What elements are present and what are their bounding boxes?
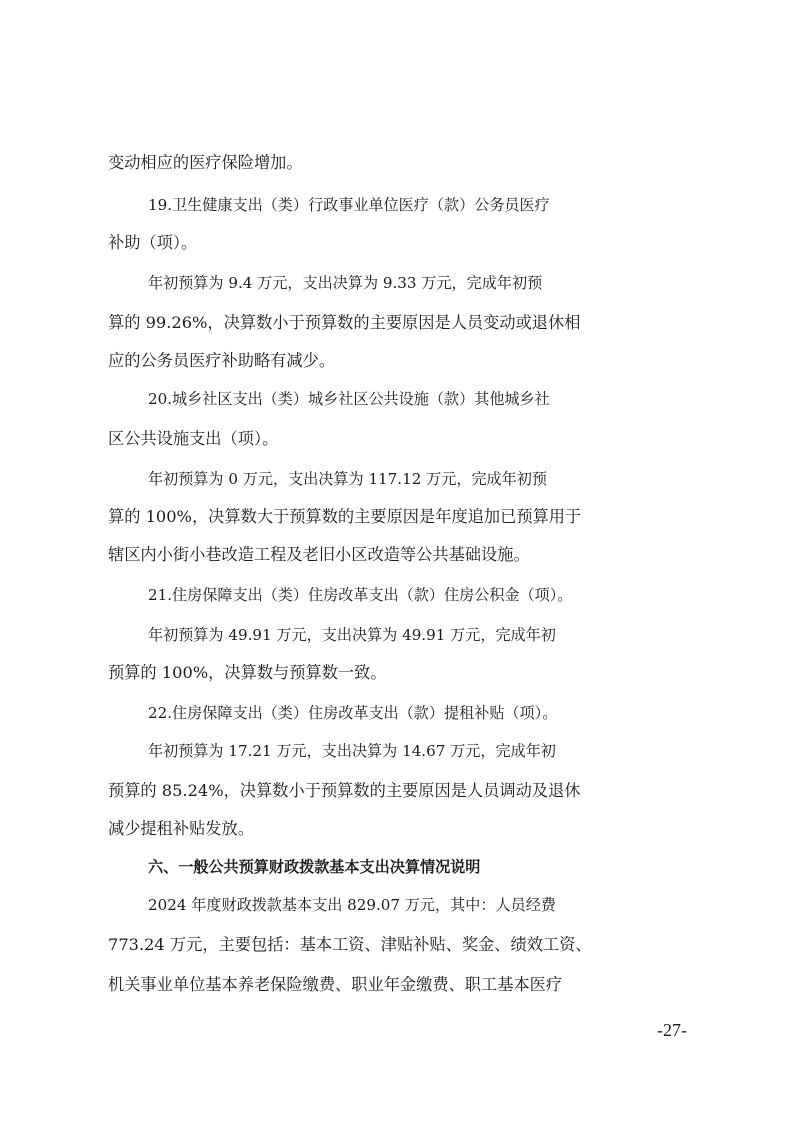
text-line: 区公共设施支出（项）。 — [108, 429, 279, 448]
text-line: 变动相应的医疗保险增加。 — [108, 153, 303, 172]
text-line: 年初预算为 0 万元，支出决算为 117.12 万元，完成年初预 — [148, 470, 547, 488]
page-number: -27- — [657, 1020, 687, 1040]
text-line: 年初预算为 17.21 万元，支出决算为 14.67 万元，完成年初 — [148, 742, 556, 760]
text-line: 辖区内小街小巷改造工程及老旧小区改造等公共基础设施。 — [108, 545, 530, 564]
text-line: 2024 年度财政拨款基本支出 829.07 万元，其中：人员经费 — [148, 896, 556, 914]
text-line: 22.住房保障支出（类）住房改革支出（款）提租补贴（项）。 — [148, 704, 558, 722]
text-line: 21.住房保障支出（类）住房改革支出（款）住房公积金（项）。 — [148, 586, 573, 604]
text-line: 补助（项）。 — [108, 233, 198, 252]
section-heading: 六、一般公共预算财政拨款基本支出决算情况说明 — [148, 858, 481, 876]
text-line: 19.卫生健康支出（类）行政事业单位医疗（款）公务员医疗 — [148, 196, 550, 214]
text-line: 年初预算为 49.91 万元，支出决算为 49.91 万元，完成年初 — [148, 626, 556, 644]
text-line: 年初预算为 9.4 万元，支出决算为 9.33 万元，完成年初预 — [148, 274, 543, 292]
text-line: 20.城乡社区支出（类）城乡社区公共设施（款）其他城乡社 — [148, 390, 550, 408]
text-line: 算的 99.26%，决算数小于预算数的主要原因是人员变动或退休相 — [108, 313, 581, 332]
text-line: 机关事业单位基本养老保险缴费、职业年金缴费、职工基本医疗 — [108, 975, 563, 994]
text-line: 预算的 85.24%，决算数小于预算数的主要原因是人员调动及退休 — [108, 781, 581, 800]
text-line: 773.24 万元，主要包括：基本工资、津贴补贴、奖金、绩效工资、 — [108, 935, 592, 954]
text-line: 算的 100%，决算数大于预算数的主要原因是年度追加已预算用于 — [108, 507, 582, 526]
text-line: 应的公务员医疗补助略有减少。 — [108, 351, 336, 370]
text-line: 预算的 100%，决算数与预算数一致。 — [108, 663, 387, 682]
text-line: 减少提租补贴发放。 — [108, 819, 254, 838]
